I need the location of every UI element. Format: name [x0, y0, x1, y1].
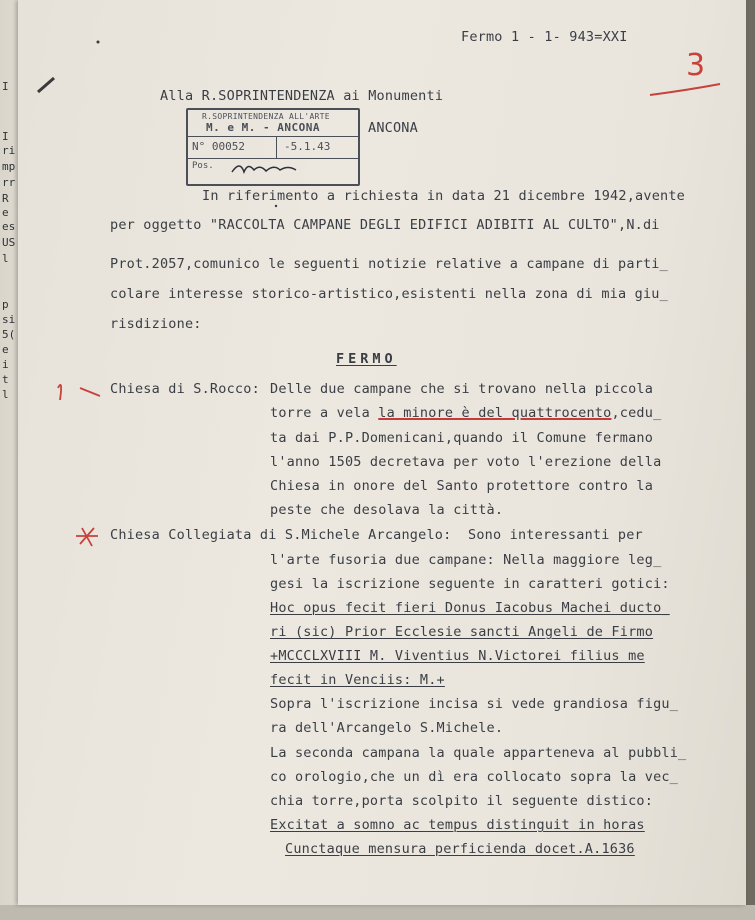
distich-line-1: Excitat a somno ac tempus distinguit in horas	[270, 817, 645, 833]
michele-line-3: gesi la iscrizione seguente in caratteri gotici:	[270, 576, 670, 592]
red-dash-mark	[80, 388, 100, 396]
stamp-protocol-number: N° 00052	[192, 140, 245, 153]
inscription-line-3: +MCCCLXVIII M. Viventius N.Victorei filius me	[270, 648, 645, 664]
back-fragment: mp	[2, 160, 16, 173]
back-fragment: si	[2, 313, 16, 326]
section-title: FERMO	[336, 351, 397, 367]
addressee-city: ANCONA	[368, 120, 418, 136]
back-fragment: 5(	[2, 328, 16, 341]
body-line-1: In riferimento a richiesta in data 21 dicembre 1942,avente	[202, 188, 686, 204]
back-fragment: ri	[2, 144, 16, 157]
stamp-office: R.SOPRINTENDENZA ALL'ARTE	[202, 112, 330, 121]
back-fragment: R	[2, 192, 9, 205]
back-fragment: I	[2, 130, 9, 143]
rocco-line-5: Chiesa in onore del Santo protettore contro la	[270, 478, 654, 494]
back-fragment: es	[2, 220, 16, 233]
body-line-3: Prot.2057,comunico le seguenti notizie relative a campane di parti_	[110, 256, 668, 272]
rocco-label: Chiesa di S.Rocco:	[110, 381, 260, 397]
rocco-line-3: ta dai P.P.Domenicani,quando il Comune fermano	[270, 430, 654, 446]
michele-line-2: l'arte fusoria due campane: Nella maggiore leg_	[270, 552, 662, 568]
addressee: Alla R.SOPRINTENDENZA ai Monumenti	[160, 88, 444, 104]
rocco-line-4: l'anno 1505 decretava per voto l'erezione della	[270, 454, 662, 470]
inscription-line-2: ri (sic) Prior Ecclesie sancti Angeli de Firmo	[270, 624, 654, 640]
rocco-line-2: torre a vela la minore è del quattrocento,cedu_	[270, 405, 662, 421]
pencil-stroke	[38, 78, 54, 92]
page-number-annotation: 3	[686, 48, 706, 83]
rocco-line-6: peste che desolava la città.	[270, 502, 504, 518]
stamp-position: Pos.	[192, 161, 214, 171]
back-fragment: i	[2, 358, 9, 371]
ink-speck	[97, 41, 100, 44]
ink-speck	[275, 205, 277, 207]
michele-line-1: Sono interessanti per	[468, 527, 643, 543]
back-fragment: US	[2, 236, 16, 249]
back-fragment: e	[2, 343, 9, 356]
rocco-line-1: Delle due campane che si trovano nella piccola	[270, 381, 654, 397]
back-fragment: e	[2, 206, 9, 219]
stamp-date: -5.1.43	[284, 140, 331, 153]
red-cross-mark	[76, 528, 98, 546]
red-underlined-phrase: la minore è del quattrocento	[378, 405, 612, 421]
handwritten-initials	[230, 158, 310, 178]
body-line-5: risdizione:	[110, 316, 202, 332]
body-line-2: per oggetto "RACCOLTA CAMPANE DEGLI EDIFICI ADIBITI AL CULTO",N.di	[110, 217, 660, 233]
stamp-office-city: M. e M. - ANCONA	[206, 121, 320, 134]
red-bracket-mark	[58, 385, 61, 400]
inscription-line-1: Hoc opus fecit fieri Donus Iacobus Machei ducto_	[270, 600, 670, 616]
back-fragment: p	[2, 298, 9, 311]
back-fragment: t	[2, 373, 9, 386]
back-fragment: rr	[2, 176, 16, 189]
inscription-line-4: fecit in Venciis: M.+	[270, 672, 445, 688]
michele-label: Chiesa Collegiata di S.Michele Arcangelo:	[110, 527, 452, 543]
letter-page	[18, 0, 746, 905]
back-fragment: l	[2, 252, 9, 265]
michele-line-8: chia torre,porta scolpito il seguente distico:	[270, 793, 654, 809]
michele-line-7: co orologio,che un dì era collocato sopra la vec_	[270, 769, 679, 785]
back-fragment: l	[2, 388, 9, 401]
red-underline-mark	[650, 84, 720, 95]
sheet-below	[0, 905, 755, 920]
received-stamp	[186, 108, 360, 186]
michele-line-4: Sopra l'iscrizione incisa si vede grandiosa figu_	[270, 696, 679, 712]
back-fragment: I	[2, 80, 9, 93]
michele-line-5: ra dell'Arcangelo S.Michele.	[270, 720, 504, 736]
letter-date: Fermo 1 - 1- 943=XXI	[461, 29, 628, 45]
body-line-4: colare interesse storico-artistico,esistenti nella zona di mia giu_	[110, 286, 668, 302]
michele-line-6: La seconda campana la quale apparteneva al pubbli_	[270, 745, 687, 761]
distich-line-2: Cunctaque mensura perficienda docet.A.1636	[285, 841, 635, 857]
